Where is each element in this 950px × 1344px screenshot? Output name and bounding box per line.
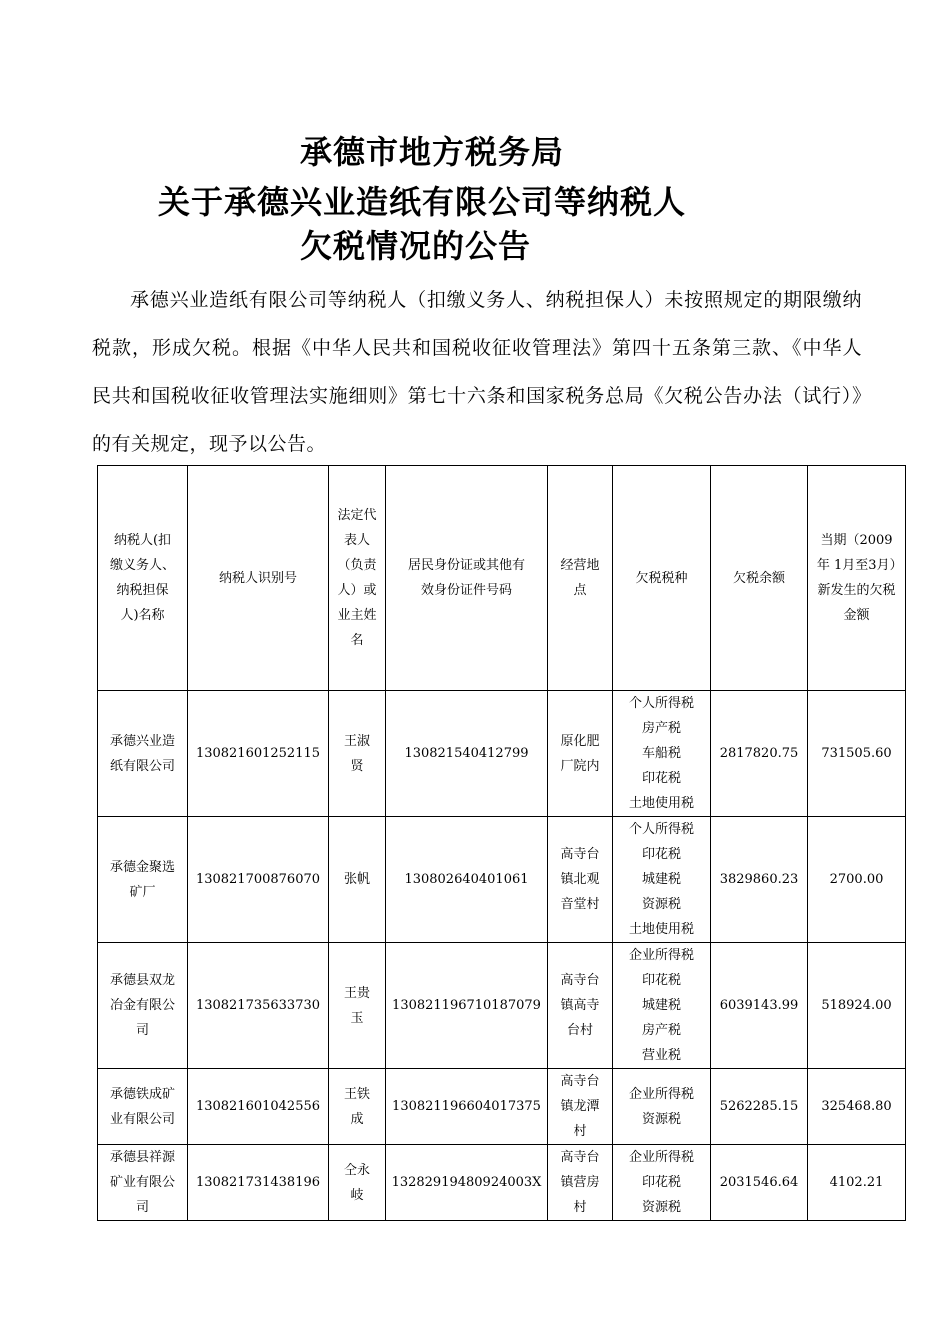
cell-rep: 王铁成 bbox=[329, 1069, 386, 1145]
tax-type: 房产税 bbox=[641, 721, 681, 736]
title-line-1: 承德市地方税务局 bbox=[300, 133, 565, 171]
cell-balance: 2031546.64 bbox=[711, 1145, 808, 1221]
cell-taxes bbox=[613, 817, 711, 943]
title-line-2: 关于承德兴业造纸有限公司等纳税人 bbox=[158, 183, 687, 221]
tax-type: 资源税 bbox=[641, 1111, 681, 1127]
announcement-body bbox=[92, 276, 862, 468]
body-paragraph: 承德兴业造纸有限公司等纳税人（扣缴义务人、纳税担保人）未按照规定的期限缴纳税款，形成欠税。根据《中华人民共和国税收征收管理法》第四十五条第三款、《中华人民共和国税收征收管理法实施细则》第七十六条和国家税务总局《欠税公告办法（试行）》的有关规定，现予以公告。 bbox=[92, 289, 862, 455]
cell-taxid: 130821700876070 bbox=[188, 817, 329, 943]
tax-type: 企业所得税 bbox=[628, 1150, 694, 1165]
cell-name: 承德兴业造纸有限公司 bbox=[98, 691, 188, 817]
cell-rep: 王淑贤 bbox=[329, 691, 386, 817]
tax-type: 营业税 bbox=[641, 1048, 681, 1063]
cell-name: 承德县祥源矿业有限公司 bbox=[98, 1145, 188, 1221]
col-header-addr: 经营地点 bbox=[548, 466, 613, 691]
tax-type-list bbox=[616, 1145, 707, 1220]
cell-taxes bbox=[613, 1145, 711, 1221]
tax-type-list bbox=[616, 817, 707, 942]
col-header-rep: 法定代表人（负责人）或业主姓名 bbox=[329, 466, 386, 691]
tax-type: 个人所得税 bbox=[628, 696, 694, 711]
tax-type: 个人所得税 bbox=[628, 822, 694, 837]
tax-type: 企业所得税 bbox=[628, 948, 694, 963]
cell-name: 承德金聚选矿厂 bbox=[98, 817, 188, 943]
cell-addr: 高寺台镇高寺台村 bbox=[548, 943, 613, 1069]
cell-taxes bbox=[613, 691, 711, 817]
cell-addr: 高寺台镇营房村 bbox=[548, 1145, 613, 1221]
col-header-current: 当期（2009年 1月至3月）新发生的欠税金额 bbox=[808, 466, 906, 691]
cell-addr: 原化肥厂院内 bbox=[548, 691, 613, 817]
cell-idno: 130821196710187079 bbox=[386, 943, 548, 1069]
table-row bbox=[98, 1145, 906, 1221]
cell-taxid: 130821735633730 bbox=[188, 943, 329, 1069]
table-row bbox=[98, 691, 906, 817]
cell-idno: 130821196604017375 bbox=[386, 1069, 548, 1145]
tax-type: 房产税 bbox=[641, 1023, 681, 1038]
cell-addr: 高寺台镇龙潭村 bbox=[548, 1069, 613, 1145]
tax-type-list bbox=[616, 1082, 707, 1132]
col-header-taxid: 纳税人识别号 bbox=[188, 466, 329, 691]
table-row bbox=[98, 943, 906, 1069]
cell-balance: 6039143.99 bbox=[711, 943, 808, 1069]
cell-taxid: 130821601042556 bbox=[188, 1069, 329, 1145]
cell-addr: 高寺台镇北观音堂村 bbox=[548, 817, 613, 943]
cell-rep: 王贵玉 bbox=[329, 943, 386, 1069]
cell-current: 518924.00 bbox=[808, 943, 906, 1069]
tax-type: 城建税 bbox=[641, 998, 681, 1013]
tax-type: 土地使用税 bbox=[628, 796, 694, 811]
col-header-name: 纳税人(扣缴义务人、纳税担保人)名称 bbox=[98, 466, 188, 691]
col-header-idno: 居民身份证或其他有效身份证件号码 bbox=[386, 466, 548, 691]
tax-type: 印花税 bbox=[641, 771, 681, 786]
tax-type-list bbox=[616, 691, 707, 816]
cell-taxid: 130821601252115 bbox=[188, 691, 329, 817]
cell-idno: 130821540412799 bbox=[386, 691, 548, 817]
tax-type-list bbox=[616, 943, 707, 1068]
title-line-3: 欠税情况的公告 bbox=[300, 227, 532, 265]
cell-name: 承德铁成矿业有限公司 bbox=[98, 1069, 188, 1145]
tax-arrears-table bbox=[97, 465, 906, 1221]
table-row bbox=[98, 817, 906, 943]
cell-current: 325468.80 bbox=[808, 1069, 906, 1145]
tax-type: 印花税 bbox=[641, 847, 681, 862]
tax-type: 车船税 bbox=[641, 746, 681, 761]
cell-taxes bbox=[613, 1069, 711, 1145]
cell-idno: 13282919480924003X bbox=[386, 1145, 548, 1221]
cell-current: 4102.21 bbox=[808, 1145, 906, 1221]
cell-rep: 仝永岐 bbox=[329, 1145, 386, 1221]
header-row bbox=[98, 466, 906, 691]
tax-type: 城建税 bbox=[641, 872, 681, 887]
tax-type: 资源税 bbox=[641, 1200, 681, 1215]
cell-rep: 张帆 bbox=[329, 817, 386, 943]
tax-type: 土地使用税 bbox=[628, 922, 694, 937]
cell-taxes bbox=[613, 943, 711, 1069]
cell-idno: 130802640401061 bbox=[386, 817, 548, 943]
table-row bbox=[98, 1069, 906, 1145]
tax-type: 资源税 bbox=[641, 897, 681, 912]
cell-name: 承德县双龙冶金有限公司 bbox=[98, 943, 188, 1069]
tax-type: 印花税 bbox=[641, 1175, 681, 1190]
col-header-taxes: 欠税税种 bbox=[613, 466, 711, 691]
tax-type: 企业所得税 bbox=[628, 1086, 694, 1102]
cell-balance: 5262285.15 bbox=[711, 1069, 808, 1145]
cell-current: 2700.00 bbox=[808, 817, 906, 943]
col-header-balance: 欠税余额 bbox=[711, 466, 808, 691]
cell-balance: 2817820.75 bbox=[711, 691, 808, 817]
cell-taxid: 130821731438196 bbox=[188, 1145, 329, 1221]
tax-type: 印花税 bbox=[641, 973, 681, 988]
cell-balance: 3829860.23 bbox=[711, 817, 808, 943]
cell-current: 731505.60 bbox=[808, 691, 906, 817]
